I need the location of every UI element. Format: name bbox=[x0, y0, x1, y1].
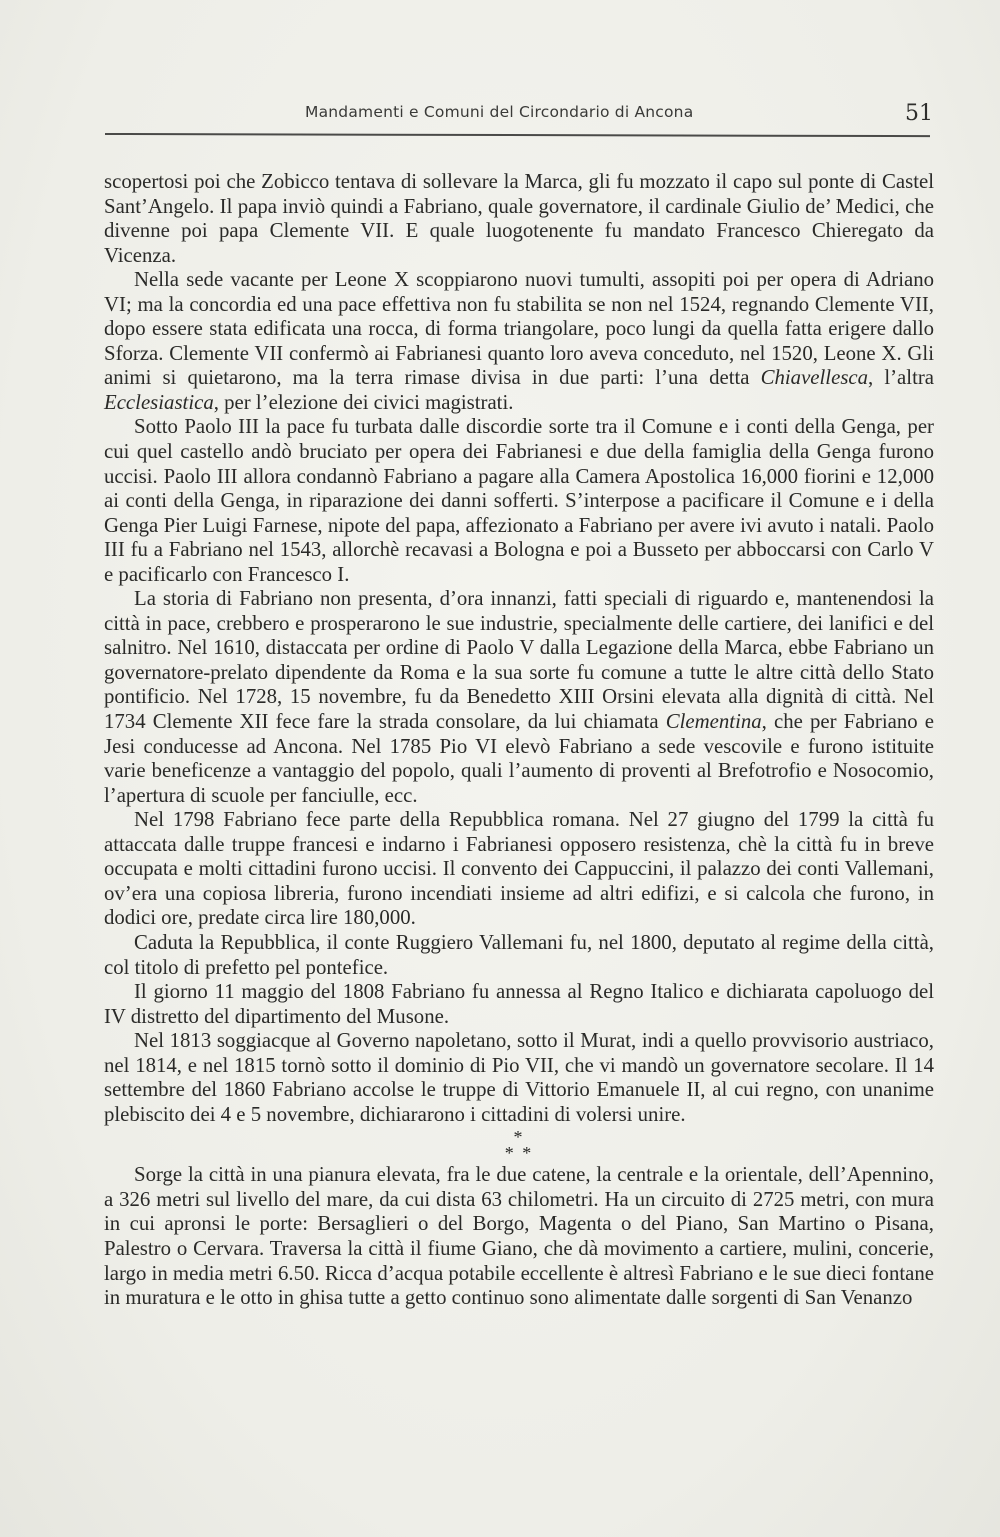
text-segment: Caduta la Repubblica, il conte Ruggiero Vallemani fu, nel 1800, deputato al regime della città, col titolo di prefetto pel pontefice. bbox=[104, 930, 934, 979]
paragraph bbox=[104, 415, 934, 587]
page-number: 51 bbox=[905, 101, 933, 126]
italic-term: Ecclesiastica bbox=[104, 390, 214, 414]
asterism-bottom: * * bbox=[504, 1143, 534, 1164]
italic-term: Chiavellesca bbox=[760, 366, 869, 390]
text-segment: Sotto Paolo III la pace fu turbata dalle discordie sorte tra il Comune e i conti della Genga, per cui quel castello andò bruciato per opera dei Fabrianesi e due della famiglia della Genga furono uccisi. Paolo III allora condannò Fabriano a pagare alla Camera Apostolica 16,000 fiorini e 12,000 ai conti della Genga, in riparazione dei danni sofferti. S’interpose a pacificare il Comune e i della Genga Pier Luigi Farnese, nipote del papa, affezionato a Fabriano per avere ivi avuto i natali. Paolo III fu a Fabriano nel 1543, allorchè recavasi a Bologna e poi a Busseto per abboccarsi con Carlo V e pacificarlo con Francesco I. bbox=[104, 415, 934, 586]
running-header bbox=[100, 95, 935, 137]
text-segment: Nel 1813 soggiacque al Governo napoletano, sotto il Murat, indi a quello provvisorio austriaco, nel 1814, e nel 1815 tornò sotto il dominio di Pio VII, che vi mandò un governatore secolare. Il 14 settembre del 1860 Fabriano accolse le truppe di Vittorio Emanuele II, al cui regno, con unanime plebiscito dei 4 e 5 novembre, dichiararono i cittadini di volersi unire. bbox=[104, 1029, 934, 1126]
paragraph bbox=[104, 931, 934, 980]
text-segment: scopertosi poi che Zobicco tentava di sollevare la Marca, gli fu mozzato il capo sul ponte di Castel Sant’Angelo. Il papa inviò quindi a Fabriano, quale governatore, il cardinale Giulio de’ Medici, che divenne poi papa Clemente VII. E quale luogotenente fu mandato Francesco Chieregato da Vicenza. bbox=[104, 170, 934, 267]
paragraph-list bbox=[104, 170, 934, 1127]
text-segment: Nella sede vacante per Leone X scoppiarono nuovi tumulti, assopiti poi per opera di Adriano VI; ma la concordia ed una pace effettiva non fu stabilita se non nel 1524, regnando Clemente VII, dopo essere stata edificata una rocca, di forma triangolare, poco lungi da quella fatta erigere dallo Sforza. Clemente VII confermò ai Fabrianesi quanto loro aveva conceduto, nel 1520, Leone X. Gli animi si quietarono, ma la terra rimase divisa in due parti: l’una detta bbox=[104, 268, 934, 390]
italic-term: Clementina bbox=[665, 710, 762, 734]
paragraph bbox=[104, 1029, 934, 1127]
running-title: Mandamenti e Comuni del Circondario di Ancona bbox=[305, 103, 694, 121]
asterism-divider bbox=[104, 1127, 934, 1163]
paragraph bbox=[104, 268, 934, 415]
body-text bbox=[104, 170, 934, 1311]
paragraph bbox=[104, 170, 934, 268]
text-segment: Nel 1798 Fabriano fece parte della Repubblica romana. Nel 27 giugno del 1799 la città fu attaccata dalle truppe francesi e indarno i Fabrianesi opposero resistenza, chè la città fu in breve occupata e molti cittadini furono uccisi. Il convento dei Cappuccini, il palazzo dei conti Vallemani, ov’era una copiosa libreria, furono incendiati insieme ad altri edifizi, e si calcola che furono, in dodici ore, predate circa lire 180,000. bbox=[104, 808, 934, 930]
paragraph bbox=[104, 808, 934, 931]
text-segment: Sorge la città in una pianura elevata, fra le due catene, la centrale e la orientale, dell’Apennino, a 326 metri sul livello del mare, da cui dista 63 chilometri. Ha un circuito di 2725 metri, con mura in cui apronsi le porte: Bersaglieri o del Borgo, Magenta o del Piano, San Martino o Pisana, Palestro o Cervara. Traversa la città il fiume Giano, che dà movimento a cartiere, mulini, concerie, largo in media metri 6.50. Ricca d’acqua potabile eccellente è altresì Fabriano e le sue dieci fontane in muratura e le otto in ghisa tutte a getto continuo sono alimentate dalle sorgenti di San Venanzo bbox=[104, 1163, 934, 1310]
text-segment: , l’altra bbox=[868, 366, 934, 390]
paragraph bbox=[104, 980, 934, 1029]
text-segment: Il giorno 11 maggio del 1808 Fabriano fu annessa al Regno Italico e dichiarata capoluogo del IV distretto del dipartimento del Musone. bbox=[104, 980, 934, 1028]
asterism-top: * bbox=[513, 1127, 525, 1148]
paragraph bbox=[104, 1163, 934, 1310]
paragraph bbox=[104, 587, 934, 808]
final-paragraph-container bbox=[104, 1163, 934, 1310]
text-segment: , per l’elezione dei civici magistrati. bbox=[213, 390, 514, 414]
text-segment: , che per Fabriano e Jesi conducesse ad Ancona. Nel 1785 Pio VI elevò Fabriano a sede vescovile e furono istituite varie beneficenze a vantaggio del popolo, quali l’aumento di proventi al Brefotrofio e Nosocomio, l’apertura di scuole per fanciulle, ecc. bbox=[104, 710, 934, 807]
text-segment: La storia di Fabriano non presenta, d’ora innanzi, fatti speciali di riguardo e, mantenendosi la città in pace, crebbero e prosperarono le sue industrie, specialmente delle cartiere, dei lanifici e del salnitro. Nel 1610, distaccata per ordine di Paolo V dalla Legazione della Marca, ebbe Fabriano un governatore-prelato dipendente da Roma e la sua sorte fu comune a tutte le altre città dello Stato pontificio. Nel 1728, 15 novembre, fu da Benedetto XIII Orsini elevata alla dignità di città. Nel 1734 Clemente XII fece fare la strada consolare, da lui chiamata bbox=[104, 587, 934, 734]
